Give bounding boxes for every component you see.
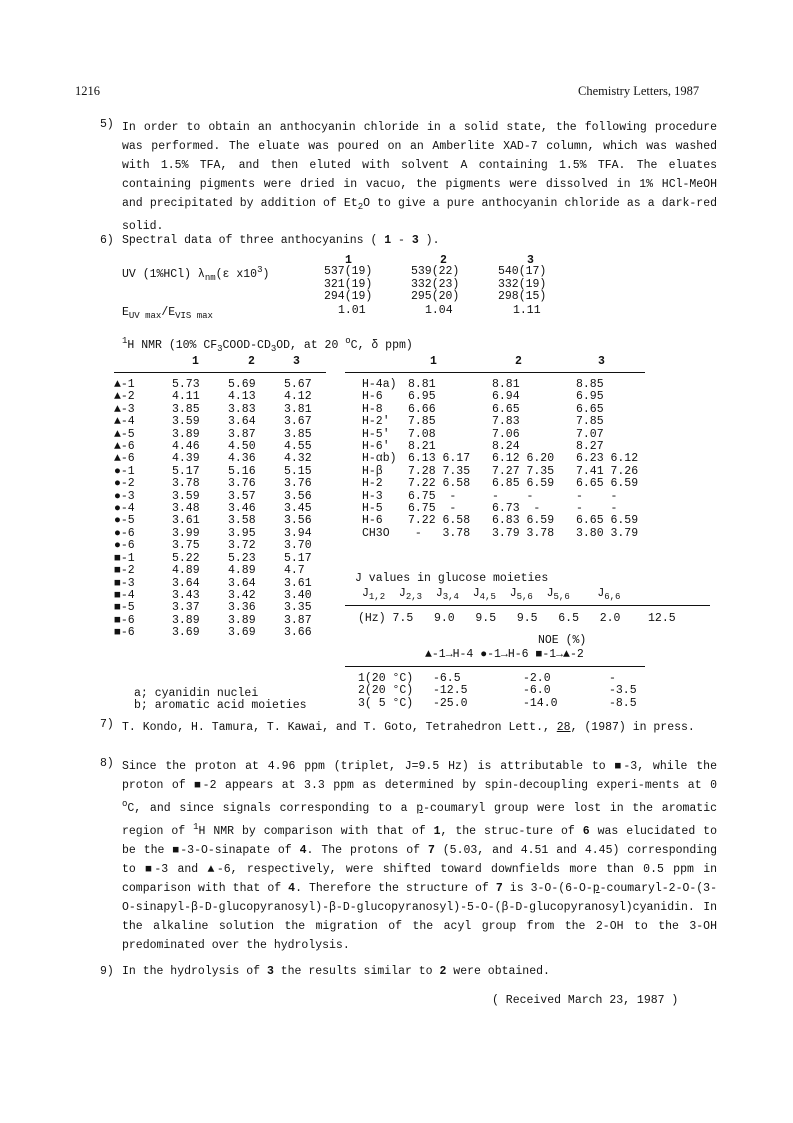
- value-3: 4.7: [284, 564, 305, 578]
- aromatic-proton-label: H-β: [362, 464, 383, 478]
- value-1: 5.73: [172, 378, 200, 391]
- noe-value-3: -: [609, 672, 616, 685]
- aromatic-proton-label: H-2': [362, 415, 390, 429]
- table-row: [362, 515, 656, 527]
- table-row: [362, 416, 656, 428]
- value-3: 3.94: [284, 526, 312, 540]
- noe-value-1: -12.5: [433, 684, 468, 698]
- noe-sample: 1(20 °C): [358, 672, 414, 685]
- value-1: 3.59: [172, 415, 200, 429]
- uv-values-2: 539(22) 332(23) 295(20): [411, 265, 460, 303]
- value-1: 4.89: [172, 564, 200, 578]
- sugar-proton-label: ▲-4: [114, 415, 135, 429]
- value-3: 6.23 6.12: [576, 452, 639, 466]
- sugar-proton-label: ▲-3: [114, 402, 135, 416]
- value-3: 5.17: [284, 551, 312, 565]
- table-row: [114, 453, 324, 465]
- noe-headers: ▲-1→H-4 ●-1→H-6 ■-1→▲-2: [425, 648, 584, 661]
- value-2: 8.24: [492, 440, 520, 454]
- value-1: 3.64: [172, 576, 200, 590]
- uv-ratio-3: 1.11: [513, 304, 541, 317]
- right-col-2: 2: [515, 355, 522, 368]
- value-3: 3.56: [284, 489, 312, 503]
- sugar-proton-label: ●-6: [114, 539, 135, 553]
- value-3: 3.56: [284, 514, 312, 528]
- value-3: 3.45: [284, 502, 312, 516]
- table-row: [362, 391, 656, 403]
- table-row: [362, 453, 656, 465]
- value-1: 6.75 -: [408, 489, 457, 503]
- aromatic-proton-label: CH3O: [362, 526, 390, 540]
- note-7-number: 7): [100, 718, 114, 731]
- value-2: 8.81: [492, 378, 520, 391]
- sugar-proton-label: ▲-6: [114, 452, 135, 466]
- value-2: - -: [492, 489, 534, 503]
- value-2: 3.57: [228, 489, 256, 503]
- value-3: 6.65 6.59: [576, 477, 639, 491]
- sugar-proton-label: ■-5: [114, 601, 135, 615]
- note-6-heading: Spectral data of three anthocyanins ( 1 - 3 ).: [122, 234, 440, 247]
- table-row: [362, 528, 656, 540]
- uv-ratio-label: $E_{UV max}/E_{VIS max}$: [122, 306, 213, 321]
- uv-ratio-1: 1.01: [338, 304, 366, 317]
- footnote-b: b; aromatic acid moieties: [134, 699, 307, 712]
- value-2: 3.69: [228, 626, 256, 640]
- sugar-proton-label: ■-4: [114, 588, 135, 602]
- value-2: 6.83 6.59: [492, 514, 555, 528]
- aromatic-proton-label: H-6: [362, 514, 383, 528]
- left-col-2: 2: [248, 355, 255, 368]
- value-1: 3.89: [172, 613, 200, 627]
- left-col-3: 3: [293, 355, 300, 368]
- value-1: 5.17: [172, 464, 200, 478]
- nmr-sugar-table: [114, 379, 324, 640]
- aromatic-proton-label: H-2: [362, 477, 383, 491]
- table-row: [114, 540, 324, 552]
- sugar-proton-label: ●-5: [114, 514, 135, 528]
- uv-values-1: 537(19) 321(19) 294(19): [324, 265, 373, 303]
- value-2: 3.46: [228, 502, 256, 516]
- value-3: 6.95: [576, 390, 604, 404]
- value-1: 7.08: [408, 427, 436, 441]
- value-1: 3.78: [172, 477, 200, 491]
- noe-value-1: -6.5: [433, 672, 461, 685]
- sugar-proton-label: ■-6: [114, 626, 135, 640]
- value-1: 3.37: [172, 601, 200, 615]
- value-2: 6.94: [492, 390, 520, 404]
- value-3: 3.76: [284, 477, 312, 491]
- value-1: 3.43: [172, 588, 200, 602]
- value-1: 3.69: [172, 626, 200, 640]
- table-row: [114, 627, 324, 639]
- journal-title: Chemistry Letters, 1987: [578, 84, 700, 98]
- noe-value-2: -14.0: [523, 696, 558, 710]
- aromatic-proton-label: H-5': [362, 427, 390, 441]
- value-2: 3.64: [228, 415, 256, 429]
- right-table-rule: [345, 372, 645, 373]
- value-2: 6.65: [492, 402, 520, 416]
- sugar-proton-label: ■-3: [114, 576, 135, 590]
- noe-sample: 3( 5 °C): [358, 696, 414, 710]
- value-2: 7.06: [492, 427, 520, 441]
- sugar-proton-label: ▲-1: [114, 378, 135, 391]
- value-2: 3.36: [228, 601, 256, 615]
- table-row: [114, 478, 324, 490]
- value-1: 3.85: [172, 402, 200, 416]
- value-1: 4.46: [172, 440, 200, 454]
- note-9-number: 9): [100, 965, 114, 978]
- noe-value-1: -25.0: [433, 696, 468, 710]
- table-row: [114, 602, 324, 614]
- value-3: 5.15: [284, 464, 312, 478]
- value-3: 6.65 6.59: [576, 514, 639, 528]
- value-3: 7.07: [576, 427, 604, 441]
- sugar-proton-label: ▲-6: [114, 440, 135, 454]
- value-3: 3.40: [284, 588, 312, 602]
- uv-label: UV (1%HCl) $\lambda_{nm}(\varepsilon$ $x10^3$): [122, 265, 270, 283]
- value-1: 6.66: [408, 402, 436, 416]
- value-1: 4.39: [172, 452, 200, 466]
- nmr-aromatic-table: [362, 379, 656, 540]
- value-3: 3.67: [284, 415, 312, 429]
- value-3: 3.80 3.79: [576, 526, 639, 540]
- value-3: 3.81: [284, 402, 312, 416]
- note-6-number: 6): [100, 234, 114, 247]
- noe-sample: 2(20 °C): [358, 684, 414, 698]
- value-1: 3.75: [172, 539, 200, 553]
- value-2: 4.89: [228, 564, 256, 578]
- value-2: 3.76: [228, 477, 256, 491]
- value-2: 3.87: [228, 427, 256, 441]
- value-3: 3.35: [284, 601, 312, 615]
- value-3: 3.85: [284, 427, 312, 441]
- value-2: 3.64: [228, 576, 256, 590]
- aromatic-proton-label: H-5: [362, 502, 383, 516]
- aromatic-proton-label: H-6': [362, 440, 390, 454]
- value-3: 7.41 7.26: [576, 464, 639, 478]
- value-2: 3.89: [228, 613, 256, 627]
- value-1: 3.99: [172, 526, 200, 540]
- value-1: 6.95: [408, 390, 436, 404]
- value-3: 6.65: [576, 402, 604, 416]
- j-title: J values in glucose moieties: [355, 572, 549, 585]
- value-2: 3.42: [228, 588, 256, 602]
- note-8-number: 8): [100, 757, 114, 770]
- left-table-rule: [114, 372, 326, 373]
- value-2: 3.58: [228, 514, 256, 528]
- value-2: 5.16: [228, 464, 256, 478]
- uv-col-3: 3: [527, 254, 534, 267]
- uv-ratio-2: 1.04: [425, 304, 453, 317]
- footnote-a: a; cyanidin nuclei: [134, 687, 259, 700]
- value-3: 8.27: [576, 440, 604, 454]
- value-1: 3.48: [172, 502, 200, 516]
- noe-value-3: -3.5: [609, 684, 637, 698]
- noe-value-2: -6.0: [523, 684, 551, 698]
- value-1: 7.28 7.35: [408, 464, 471, 478]
- value-3: 3.87: [284, 613, 312, 627]
- uv-col-2: 2: [440, 254, 447, 267]
- nmr-heading: $^1$H NMR (10% $CF_3COOD-CD_3OD$, at 20 $^o$C, δ ppm): [122, 336, 413, 354]
- noe-rule: [345, 666, 645, 667]
- sugar-proton-label: ■-1: [114, 551, 135, 565]
- value-2: 4.13: [228, 390, 256, 404]
- sugar-proton-label: ●-4: [114, 502, 135, 516]
- value-1: 3.89: [172, 427, 200, 441]
- noe-title: NOE (%): [538, 634, 587, 647]
- value-2: 7.27 7.35: [492, 464, 555, 478]
- value-1: 4.11: [172, 390, 200, 404]
- value-3: 4.55: [284, 440, 312, 454]
- table-row: [114, 391, 324, 403]
- value-3: 7.85: [576, 415, 604, 429]
- table-row: [358, 685, 669, 697]
- value-2: 7.83: [492, 415, 520, 429]
- value-2: 3.95: [228, 526, 256, 540]
- value-1: 6.75 -: [408, 502, 457, 516]
- value-2: 6.85 6.59: [492, 477, 555, 491]
- aromatic-proton-label: H-4a): [362, 378, 397, 391]
- value-1: 8.81: [408, 378, 436, 391]
- note-9-text: In the hydrolysis of 3 the results similar to 2 were obtained.: [122, 965, 550, 978]
- j-rule: [345, 605, 710, 606]
- value-3: 4.12: [284, 390, 312, 404]
- value-2: 4.36: [228, 452, 256, 466]
- table-row: [358, 698, 669, 710]
- value-3: 3.66: [284, 626, 312, 640]
- value-1: 8.21: [408, 440, 436, 454]
- value-3: 5.67: [284, 378, 312, 391]
- uv-col-1: 1: [345, 254, 352, 267]
- value-1: 3.61: [172, 514, 200, 528]
- received-date: ( Received March 23, 1987 ): [492, 994, 679, 1007]
- value-1: 7.22 6.58: [408, 514, 471, 528]
- table-row: [114, 416, 324, 428]
- value-1: 3.59: [172, 489, 200, 503]
- noe-value-2: -2.0: [523, 672, 551, 685]
- note-8-text: Since the proton at 4.96 ppm (triplet, J=9.5 Hz) is attributable to ■-3, while the proton of ■-2 appears at 3.3 ppm as determined by spin-decoupling experi-ments at 0 $^o$C, and since signals corresponding to a p-coumaryl group were lost in the aromatic region of $^1$H NMR by comparison with that of 1, the struc-ture of 6 was elucidated to be the ■-3-O-sinapate of 4. The protons of 7 (5.03, and 4.51 and 4.45) corresponding to ■-3 and ▲-6, respectively, were shifted toward downfields more than 0.5 ppm in comparison with that of 4. Therefore the structure of 7 is 3-O-(6-O-p-coumaryl-2-O-(3-O-sinapyl-β-D-glucopyranosyl)-β-D-glucopyranosyl)-5-O-(β-D-glucopyranosyl)cyanidin. In the alkaline solution the migration of the acyl group from the 2-OH to the 3-OH predominated over the hydrolysis.: [122, 760, 718, 952]
- sugar-proton-label: ●-3: [114, 489, 135, 503]
- page-number: 1216: [75, 84, 100, 98]
- value-3: 8.85: [576, 378, 604, 391]
- aromatic-proton-label: H-3: [362, 489, 383, 503]
- value-2: 6.73 -: [492, 502, 541, 516]
- value-1: 6.13 6.17: [408, 452, 471, 466]
- note-5-text: In order to obtain an anthocyanin chloride in a solid state, the following procedure was performed. The eluate was poured on an Amberlite XAD-7 column, which was washed with 1.5% TFA, and then eluted with solvent A containing 1.5% TFA. The eluates containing pigments were dried in vacuo, the pigments were dissolved in 1% HCl-MeOH and precipitated by addition of $Et_2O$ to give a pure anthocyanin chloride as a dark-red solid.: [122, 121, 718, 233]
- value-1: 5.22: [172, 551, 200, 565]
- j-headers: $J_{1,2}$ $J_{2,3}$ $J_{3,4}$ $J_{4,5}$ $J_{5,6}$ $J_{5,6}$ $J_{6,6}$: [362, 587, 621, 602]
- noe-value-3: -8.5: [609, 696, 637, 710]
- sugar-proton-label: ▲-5: [114, 427, 135, 441]
- value-1: 7.22 6.58: [408, 477, 471, 491]
- right-col-1: 1: [430, 355, 437, 368]
- value-2: 3.72: [228, 539, 256, 553]
- table-row: [362, 478, 656, 490]
- value-3: 3.70: [284, 539, 312, 553]
- j-values: (Hz) 7.5 9.0 9.5 9.5 6.5 2.0 12.5: [358, 612, 676, 625]
- note-7-text: T. Kondo, H. Tamura, T. Kawai, and T. Goto, Tetrahedron Lett., 28, (1987) in press.: [122, 721, 695, 734]
- value-1: - 3.78: [408, 526, 471, 540]
- value-3: 3.61: [284, 576, 312, 590]
- right-col-3: 3: [598, 355, 605, 368]
- aromatic-proton-label: H-6: [362, 390, 383, 404]
- sugar-proton-label: ●-1: [114, 464, 135, 478]
- table-row: [114, 565, 324, 577]
- sugar-proton-label: ■-2: [114, 564, 135, 578]
- noe-table: [358, 673, 669, 710]
- sugar-proton-label: ▲-2: [114, 390, 135, 404]
- value-2: 3.83: [228, 402, 256, 416]
- value-2: 4.50: [228, 440, 256, 454]
- aromatic-proton-label: H-8: [362, 402, 383, 416]
- value-3: - -: [576, 502, 618, 516]
- uv-values-3: 540(17) 332(19) 298(15): [498, 265, 547, 303]
- sugar-proton-label: ●-6: [114, 526, 135, 540]
- value-2: 5.23: [228, 551, 256, 565]
- aromatic-proton-label: H-αb): [362, 452, 397, 466]
- sugar-proton-label: ■-6: [114, 613, 135, 627]
- value-2: 3.79 3.78: [492, 526, 555, 540]
- value-3: - -: [576, 489, 618, 503]
- value-2: 5.69: [228, 378, 256, 391]
- table-row: [114, 515, 324, 527]
- left-col-1: 1: [192, 355, 199, 368]
- value-3: 4.32: [284, 452, 312, 466]
- sugar-proton-label: ●-2: [114, 477, 135, 491]
- note-5-number: 5): [100, 118, 114, 131]
- value-1: 7.85: [408, 415, 436, 429]
- value-2: 6.12 6.20: [492, 452, 555, 466]
